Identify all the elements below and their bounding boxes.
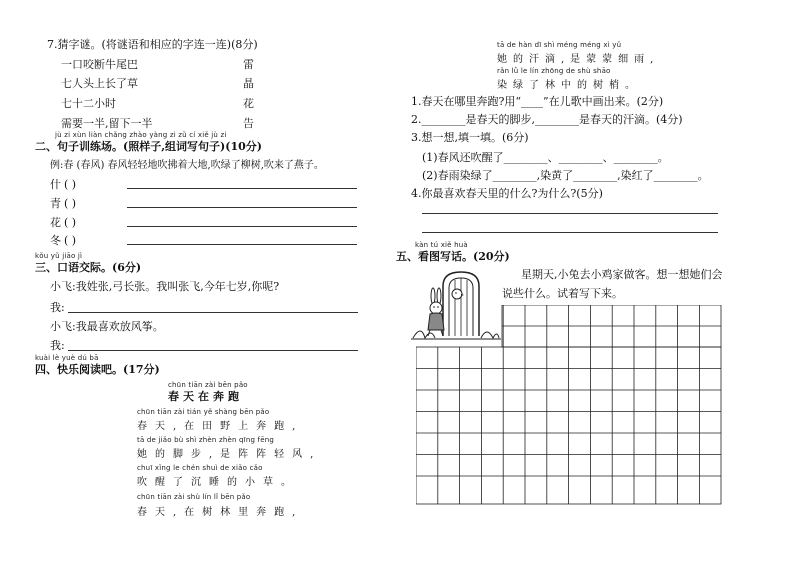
question-4: 4.你最喜欢春天里的什么?为什么?(5分) [411, 187, 603, 200]
poem-line-1: 春天,在田野上奔跑, [137, 421, 304, 432]
s3-answer-line-2[interactable] [68, 350, 358, 351]
riddle-1: 一口咬断牛尾巴 [61, 58, 138, 71]
s2-paren-2[interactable]: ( ) [64, 197, 77, 210]
question-3: 3.想一想,填一填。(6分) [411, 131, 529, 144]
poem-line-1-pinyin: chūn tiān zài tián yě shàng bēn pǎo [137, 408, 270, 416]
question-1: 1.春天在哪里奔跑?用“____”在儿歌中画出来。(2分) [411, 95, 664, 108]
s2-answer-line-3[interactable] [127, 226, 357, 227]
s2-answer-line-2[interactable] [127, 207, 357, 208]
poem-line-3-pinyin: chuī xǐng le chén shuì de xiǎo cǎo [137, 464, 263, 472]
riddle-char-2[interactable]: 晶 [243, 77, 254, 90]
s2-answer-line-1[interactable] [127, 188, 357, 189]
poem-cont-1: 她的汗滴,是蒙蒙细雨, [497, 54, 660, 65]
s2-char-2: 青 [50, 197, 61, 210]
poem-title: 春天在奔跑 [168, 390, 243, 403]
s2-char-4: 冬 [50, 234, 61, 247]
question-3-1: (1)春风还吹醒了________、________、________。 [422, 151, 669, 164]
s5-pinyin: kàn tú xiě huà [415, 241, 468, 249]
q4-answer-line-2[interactable] [422, 232, 718, 233]
s5-prompt-line-1: 星期天,小兔去小鸡家做客。想一想她们会 [521, 268, 723, 281]
s3-me-2: 我: [50, 339, 65, 352]
s3-line-3: 小飞:我最喜欢放风筝。 [50, 320, 164, 333]
s2-char-3: 花 [50, 216, 61, 229]
s3-me-1: 我: [50, 301, 65, 314]
riddle-char-4[interactable]: 告 [243, 117, 254, 130]
s2-paren-4[interactable]: ( ) [64, 234, 77, 247]
s3-pinyin: kǒu yǔ jiāo jì [35, 252, 83, 260]
poem-cont-1-pinyin: tā de hàn dī shì méng méng xì yǔ [497, 41, 622, 49]
poem-line-2: 她的脚步,是阵阵轻风, [137, 449, 322, 460]
s3-line-1: 小飞:我姓张,弓长张。我叫张飞,今年七岁,你呢? [50, 280, 280, 293]
poem-line-2-pinyin: tā de jiǎo bù shì zhèn zhèn qīng fēng [137, 436, 274, 444]
s2-char-1: 什 [50, 178, 61, 191]
poem-line-4: 春天,在树林里奔跑, [137, 507, 304, 518]
question-3-2: (2)春雨染绿了________,染黄了________,染红了________。 [422, 169, 709, 182]
riddle-4: 需要一半,留下一半 [61, 117, 153, 130]
question-2: 2.________是春天的脚步,________是春天的汗滴。(4分) [411, 113, 683, 126]
poem-cont-2-pinyin: rǎn lǜ le lín zhōng de shù shāo [497, 67, 611, 75]
s2-example: 例:春 (春风) 春风轻轻地吹拂着大地,吹绿了柳树,吹来了燕子。 [50, 160, 324, 171]
s4-title: 四、快乐阅读吧。(17分) [35, 363, 160, 376]
riddle-2: 七人头上长了草 [61, 77, 138, 90]
s3-answer-line-1[interactable] [68, 312, 358, 313]
q4-answer-line-1[interactable] [422, 213, 718, 214]
s2-paren-1[interactable]: ( ) [64, 178, 77, 191]
s2-paren-3[interactable]: ( ) [64, 216, 77, 229]
s5-title: 五、看图写话。(20分) [396, 250, 510, 263]
riddle-char-3[interactable]: 花 [243, 97, 254, 110]
s4-pinyin: kuài lè yuè dú bā [35, 354, 99, 362]
writing-grid[interactable] [416, 305, 722, 505]
s5-prompt-line-2: 说些什么。试着写下来。 [502, 287, 623, 300]
poem-line-4-pinyin: chūn tiān zài shù lín lǐ bēn pǎo [137, 493, 251, 501]
poem-line-3: 吹醒了沉睡的小草。 [137, 477, 299, 488]
poem-title-pinyin: chūn tiān zài bēn pǎo [168, 381, 248, 389]
s2-title: 二、句子训练场。(照样子,组词写句子)(10分) [35, 140, 262, 153]
poem-cont-2: 染绿了林中的树梢。 [497, 80, 641, 91]
s3-title: 三、口语交际。(6分) [35, 261, 142, 274]
q7-title: 7.猜字谜。(将谜语和相应的字连一连)(8分) [47, 38, 258, 51]
s2-pinyin: jù zi xùn liàn chǎng zhào yàng zi zǔ cí xiě jù zi [55, 131, 227, 139]
riddle-3: 七十二小时 [61, 97, 116, 110]
s2-answer-line-4[interactable] [127, 244, 357, 245]
riddle-char-1[interactable]: 雷 [243, 58, 254, 71]
